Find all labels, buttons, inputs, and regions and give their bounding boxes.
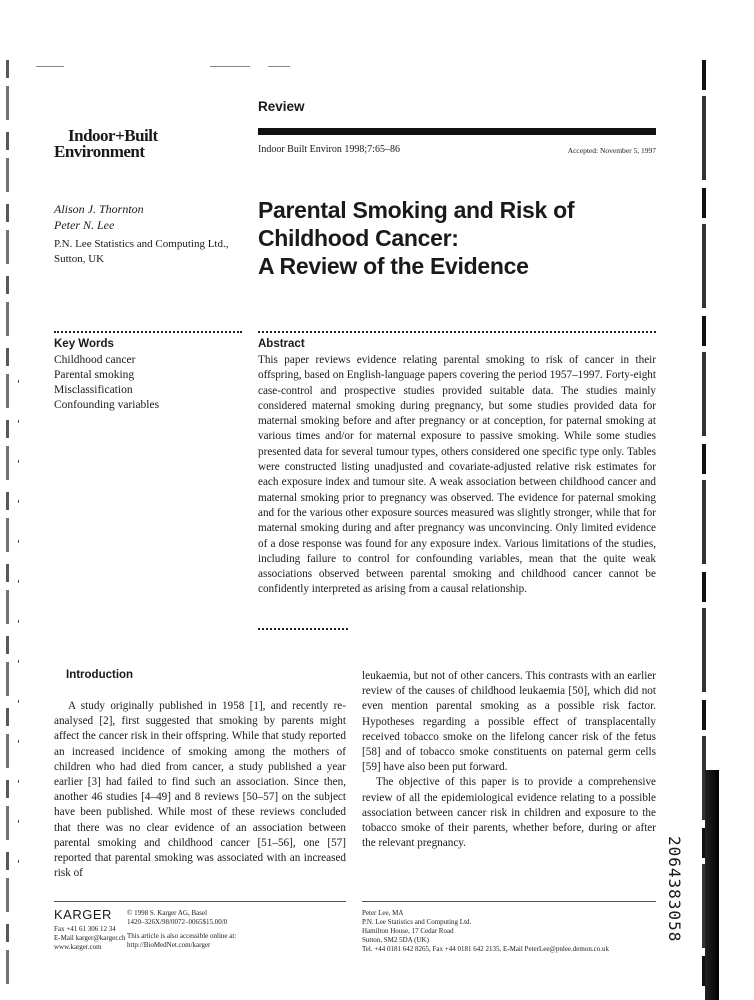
copyright-line: This article is also accessible online at: bbox=[127, 932, 237, 940]
correspondence-line: Peter Lee, MA bbox=[362, 909, 404, 917]
header-rule bbox=[258, 128, 656, 135]
correspondence-line: Tel. +44 0181 642 8265, Fax +44 0181 642 2135, E-Mail PeterLee@pnlee.demon.co.uk bbox=[362, 945, 609, 953]
author-name: Alison J. Thornton bbox=[54, 202, 144, 216]
affiliation-line: P.N. Lee Statistics and Computing Ltd., bbox=[54, 238, 229, 250]
keyword-item: Childhood cancer bbox=[54, 354, 136, 366]
keyword-item: Parental smoking bbox=[54, 369, 135, 381]
scan-dash bbox=[210, 66, 250, 67]
accepted-date: Accepted: November 5, 1997 bbox=[567, 146, 656, 155]
contact-line: E-Mail karger@karger.ch bbox=[54, 934, 126, 942]
journal-citation: Indoor Built Environ 1998;7:65–86 bbox=[258, 144, 400, 155]
copyright-block bbox=[127, 909, 236, 950]
body-paragraph: The objective of this paper is to provide a comprehensive review of all the epidemiological evidence relating to a possible association between cancer risk in children and exposure to the tobacco smoke of their parents, whether before, during or after the relevant pregnancy. bbox=[362, 776, 656, 850]
article-title bbox=[258, 196, 658, 280]
keywords-list bbox=[54, 353, 159, 413]
abstract-end-divider bbox=[258, 628, 348, 630]
affiliation-line: Sutton, UK bbox=[54, 253, 105, 265]
publisher-logo: KARGER bbox=[54, 907, 112, 922]
scan-dash bbox=[36, 66, 64, 67]
body-paragraph: leukaemia, but not of other cancers. This contrasts with an earlier review of the causes of childhood leukaemia [50], which did not even mention parental smoking as a possible risk factor. Hypotheses regarding a possible effect of transplacentally received tobacco smoke on the lifelong cancer risk of the fetus [58] and of tobacco smoke constituents on paternal germ cells [59] have also been put forward. bbox=[362, 670, 656, 774]
correspondence-block bbox=[362, 909, 662, 954]
contact-line: www.karger.com bbox=[54, 943, 102, 951]
scan-edge-right-blob bbox=[705, 770, 719, 1000]
keyword-item: Confounding variables bbox=[54, 399, 160, 411]
introduction-heading: Introduction bbox=[66, 669, 134, 681]
scan-edge-left bbox=[6, 60, 9, 990]
abstract-divider bbox=[258, 331, 656, 333]
title-line: A Review of the Evidence bbox=[258, 253, 529, 279]
copyright-line: © 1998 S. Karger AG, Basel bbox=[127, 909, 208, 917]
contact-line: Fax +41 61 306 12 34 bbox=[54, 925, 116, 933]
abstract-heading: Abstract bbox=[258, 338, 305, 350]
affiliation bbox=[54, 237, 254, 267]
keywords-divider bbox=[54, 331, 242, 333]
scan-edge-left-dots bbox=[18, 380, 19, 880]
authors bbox=[54, 201, 144, 233]
correspondence-line: Sutton, SM2 5DA (UK) bbox=[362, 936, 429, 944]
journal-logo-line: Indoor+Built bbox=[68, 126, 158, 145]
keywords-heading: Key Words bbox=[54, 338, 114, 350]
body-column-right bbox=[362, 669, 656, 851]
journal-logo bbox=[54, 128, 184, 160]
title-line: Childhood Cancer: bbox=[258, 225, 459, 251]
body-column-left bbox=[54, 699, 346, 881]
abstract-text: This paper reviews evidence relating parental smoking to risk of cancer in their offspring, based on English-language papers covering the period 1957–1997. Forty-eight case-control and prospective studies provided suitable data. The studies mainly considered maternal smoking during pregnancy, but some studies provided data for maternal smoking before and after pregnancy or at conception, for paternal smoking at various times and/or for maternal exposure to passive smoking. While some studies presented data for several tumour types, others considered one specific type only. Tables were constructed listing unadjusted and covariate-adjusted relative risk estimates for each exposure index and tumour site. A weak association between childhood cancer and maternal smoking prior to pregnancy was observed. The evidence for paternal smoking and for the various other exposure sources measured was slightly stronger, while that for maternal smoking during and after pregnancy was unconvincing. Only limited evidence of a dose response was found for any exposure index. Various limitations of the studies, including failure to control for confounding variables, mean that the quite weak associations observed between parental smoking and childhood cancer cannot be confidently interpreted as arising from a causal relationship. bbox=[258, 354, 656, 596]
scan-dash bbox=[268, 66, 290, 67]
journal-logo-line: Environment bbox=[54, 142, 145, 161]
publisher-contact bbox=[54, 925, 126, 952]
section-label: Review bbox=[258, 99, 305, 114]
correspondence-line: P.N. Lee Statistics and Computing Ltd. bbox=[362, 918, 472, 926]
footer-rule bbox=[54, 901, 346, 902]
copyright-line: 1420–326X/98/0072–0065$15.00/0 bbox=[127, 918, 228, 926]
copyright-line: http://BioMedNet.com/karger bbox=[127, 941, 211, 949]
keyword-item: Misclassification bbox=[54, 384, 133, 396]
body-paragraph: A study originally published in 1958 [1], and recently re-analysed [2], first suggested that smoking by parents might affect the cancer risk in their offspring. While that study reported an increased incidence of smoking among the mothers of children who had died from cancer, a study published a year earlier [3] had failed to find such an association. Since then, another 46 studies [4–49] and 8 reviews [50–57] on the subject have been published. While most of these reviews concluded that there was no clear evidence of an association between parental smoking and childhood cancer [51–56], one [57] reported that parental smoking was associated with an increased risk of bbox=[54, 700, 346, 880]
title-line: Parental Smoking and Risk of bbox=[258, 197, 575, 223]
correspondence-line: Hamilton House, 17 Cedar Road bbox=[362, 927, 454, 935]
footer-rule bbox=[362, 901, 656, 902]
document-id: 2064383058 bbox=[665, 836, 684, 943]
author-name: Peter N. Lee bbox=[54, 218, 115, 232]
